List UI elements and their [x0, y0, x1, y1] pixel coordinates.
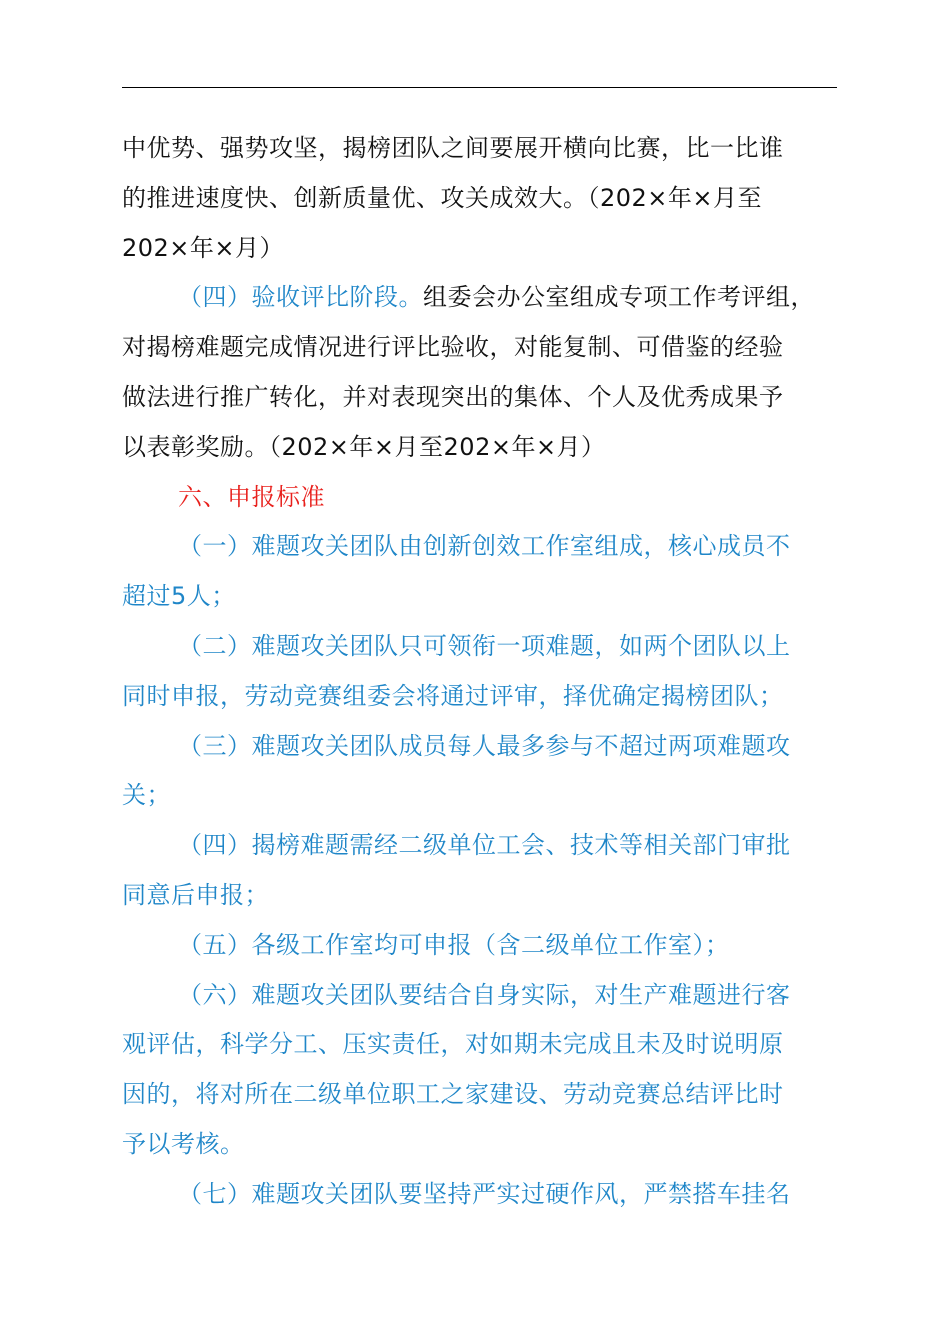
- document-body: [122, 124, 838, 1220]
- stage-heading: （四）验收评比阶段。: [178, 283, 423, 312]
- criteria-item: （五）各级工作室均可申报（含二级单位工作室）；: [178, 930, 730, 959]
- criteria-item: （一）难题攻关团队由创新创效工作室组成，核心成员不: [178, 532, 791, 561]
- text-line: 对揭榜难题完成情况进行评比验收，对能复制、可借鉴的经验: [122, 333, 784, 362]
- criteria-line: 观评估，科学分工、压实责任，对如期未完成且未及时说明原: [122, 1030, 784, 1059]
- criteria-item: （七）难题攻关团队要坚持严实过硬作风，严禁搭车挂名: [178, 1179, 791, 1208]
- criteria-item: （四）揭榜难题需经二级单位工会、技术等相关部门审批: [178, 831, 791, 860]
- text-line: 中优势、强势攻坚，揭榜团队之间要展开横向比赛，比一比谁: [122, 134, 784, 162]
- criteria-line: 同时申报，劳动竞赛组委会将通过评审，择优确定揭榜团队；: [122, 681, 784, 710]
- text-line: 以表彰奖励。（202×年×月至202×年×月）: [122, 432, 606, 461]
- header-rule: [122, 87, 837, 88]
- section-heading: 六、申报标准: [178, 482, 325, 511]
- text-line: 做法进行推广转化，并对表现突出的集体、个人及优秀成果予: [122, 382, 784, 411]
- criteria-line: 因的，将对所在二级单位职工之家建设、劳动竞赛总结评比时: [122, 1080, 784, 1109]
- text-line: 的推进速度快、创新质量优、攻关成效大。（202×年×月至: [122, 183, 763, 212]
- stage-heading-tail: 组委会办公室组成专项工作考评组，: [423, 283, 815, 312]
- criteria-line: 同意后申报；: [122, 880, 269, 909]
- criteria-item: （二）难题攻关团队只可领衔一项难题，如两个团队以上: [178, 631, 791, 660]
- paragraph-4-first-line: [122, 273, 838, 323]
- criteria-line: 关；: [122, 781, 171, 810]
- criteria-line: 超过5人；: [122, 582, 236, 611]
- criteria-line: 予以考核。: [122, 1129, 245, 1158]
- criteria-item: （三）难题攻关团队成员每人最多参与不超过两项难题攻: [178, 731, 791, 760]
- text-line: 202×年×月）: [122, 233, 285, 262]
- criteria-item: （六）难题攻关团队要结合自身实际，对生产难题进行客: [178, 980, 791, 1009]
